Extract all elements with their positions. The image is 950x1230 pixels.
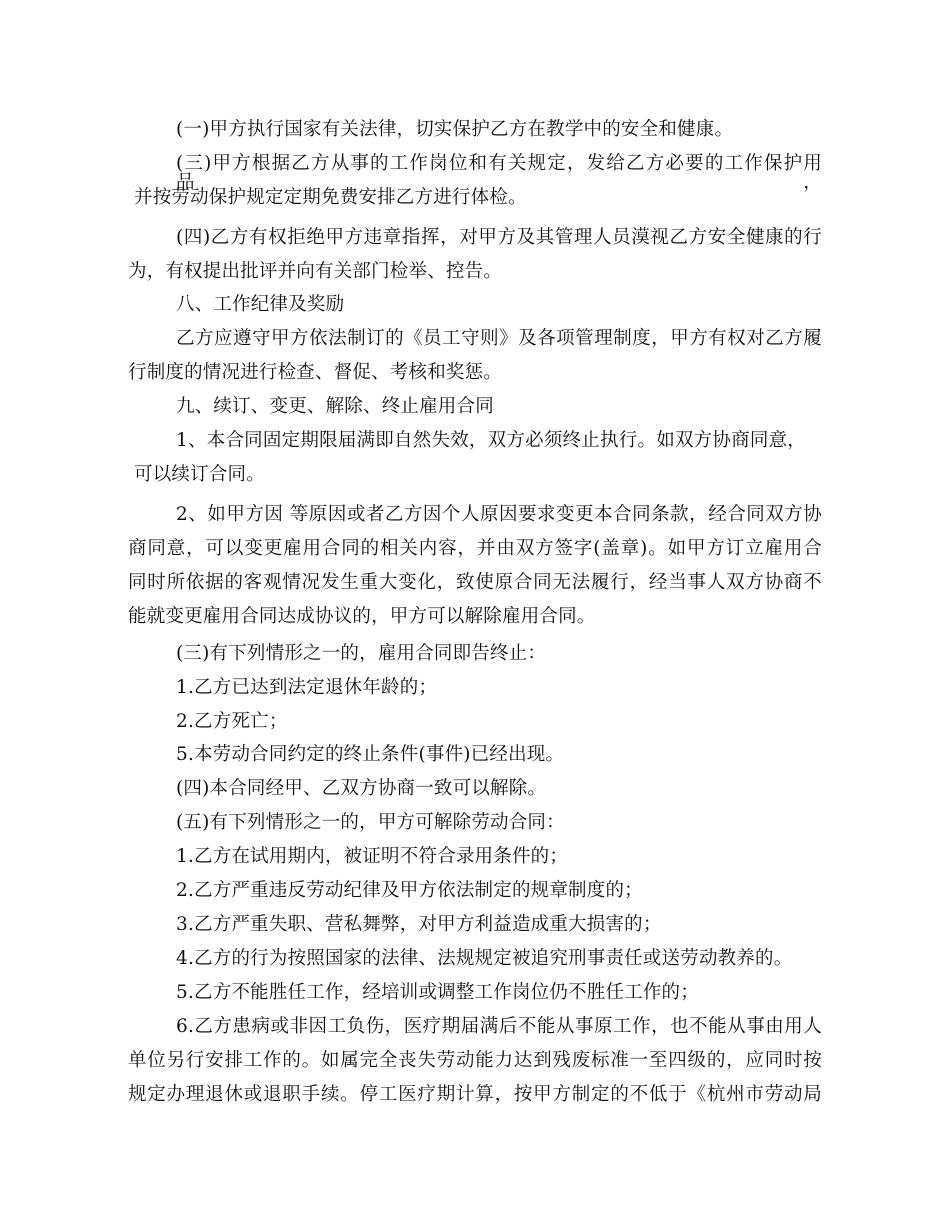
- text-line: (五)有下列情形之一的，甲方可解除劳动合同：: [176, 812, 565, 833]
- text-line: 为，有权提出批评并向有关部门检举、控告。: [128, 261, 503, 282]
- text-line: 并按劳动保护规定定期免费安排乙方进行体检。: [134, 187, 527, 208]
- list-item: 5.乙方不能胜任工作，经培训或调整工作岗位仍不胜任工作的；: [176, 982, 699, 1003]
- text-line: 能就变更雇用合同达成协议的，甲方可以解除雇用合同。: [128, 606, 596, 627]
- text-line: 规定办理退休或退职手续。停工医疗期计算，按甲方制定的不低于《杭州市劳动局: [128, 1084, 822, 1105]
- text-line: 1、本合同固定期限届满即自然失效，双方必须终止执行。如双方协商同意，: [176, 430, 806, 451]
- text-line: (四)本合同经甲、乙双方协商一致可以解除。: [176, 778, 547, 799]
- list-item: 1.乙方已达到法定退休年龄的；: [176, 677, 438, 698]
- text-line: 2、如甲方因 等原因或者乙方因个人原因要求变更本合同条款，经合同双方协: [176, 504, 822, 525]
- text-line: 行制度的情况进行检查、督促、考核和奖惩。: [128, 362, 503, 383]
- text-line: 可以续订合同。: [134, 464, 265, 485]
- section-heading: 八、工作纪律及奖励: [176, 294, 345, 315]
- text-line: 同时所依据的客观情况发生重大变化，致使原合同无法履行，经当事人双方协商不: [128, 572, 822, 593]
- list-item: 3.乙方严重失职、营私舞弊，对甲方利益造成重大损害的；: [176, 914, 662, 935]
- list-item: 2.乙方死亡；: [176, 711, 288, 732]
- list-item: 5.本劳动合同约定的终止条件(事件)已经出现。: [176, 744, 565, 765]
- section-heading: 九、续订、变更、解除、终止雇用合同: [176, 396, 494, 417]
- text-line: 乙方应遵守甲方依法制订的《员工守则》及各项管理制度，甲方有权对乙方履: [176, 328, 822, 349]
- text-line: (三)甲方根据乙方从事的工作岗位和有关规定，发给乙方必要的工作保护用品，: [176, 153, 822, 193]
- text-line: (一)甲方执行国家有关法律，切实保护乙方在教学中的安全和健康。: [176, 119, 734, 140]
- list-item: 2.乙方严重违反劳动纪律及甲方依法制定的规章制度的；: [176, 880, 643, 901]
- list-item: 1.乙方在试用期内，被证明不符合录用条件的；: [176, 846, 569, 867]
- text-line: (四)乙方有权拒绝甲方违章指挥，对甲方及其管理人员漠视乙方安全健康的行: [176, 227, 822, 248]
- text-line: (三)有下列情形之一的，雇用合同即告终止：: [176, 643, 547, 664]
- list-item: 4.乙方的行为按照国家的法律、法规规定被追究刑事责任或送劳动教养的。: [176, 948, 793, 969]
- text-line: 单位另行安排工作的。如属完全丧失劳动能力达到残废标准一至四级的，应同时按: [128, 1050, 822, 1071]
- text-line: 商同意，可以变更雇用合同的相关内容，并由双方签字(盖章)。如甲方订立雇用合: [128, 538, 822, 559]
- list-item: 6.乙方患病或非因工负伤，医疗期届满后不能从事原工作，也不能从事由用人: [176, 1016, 822, 1037]
